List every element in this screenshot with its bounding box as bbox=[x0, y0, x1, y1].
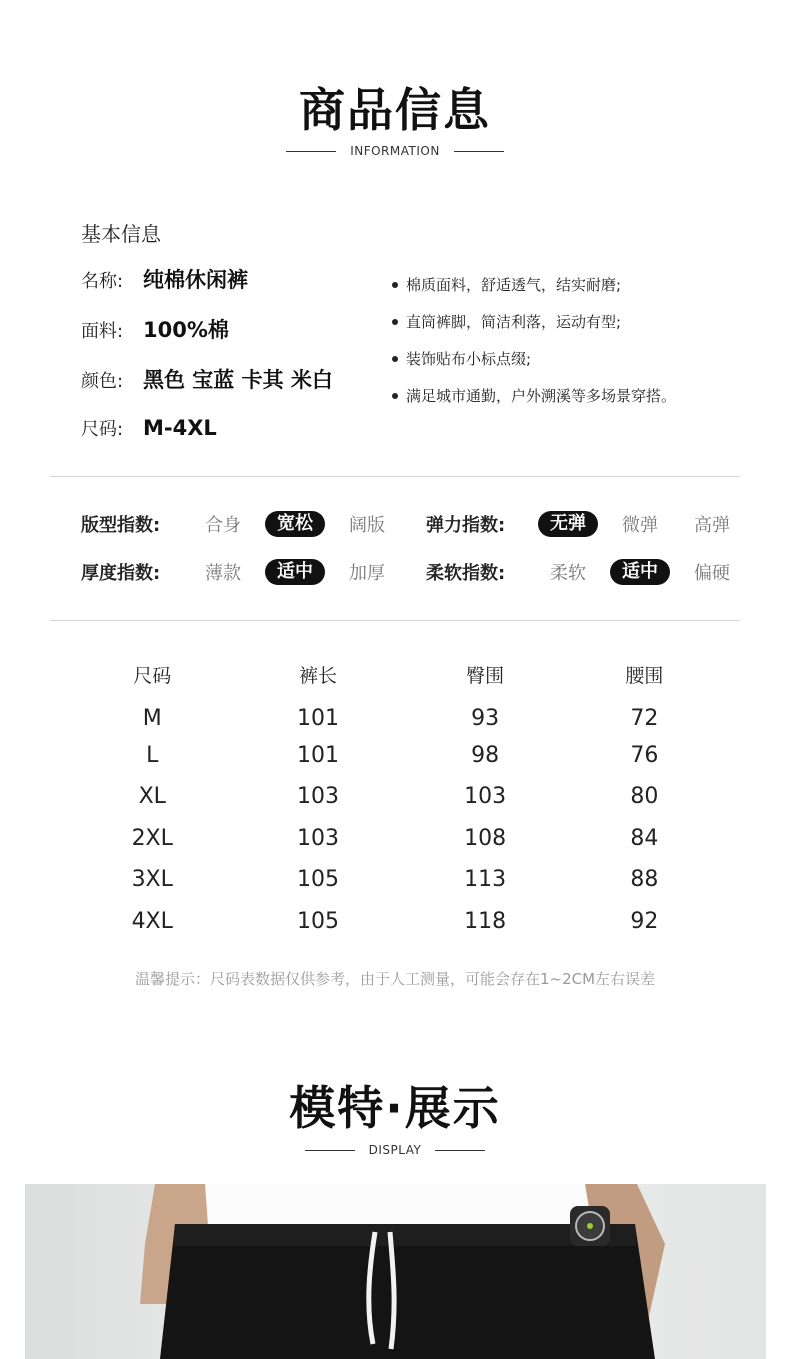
table-cell: 113 bbox=[464, 867, 507, 893]
table-cell: 105 bbox=[297, 867, 340, 893]
index-option: 高弹 bbox=[694, 515, 730, 536]
table-header-cell: 裤长 bbox=[299, 664, 338, 687]
size-table bbox=[70, 655, 720, 942]
divider bbox=[50, 476, 740, 477]
feature-text: 棉质面料，舒适透气，结实耐磨; bbox=[406, 276, 622, 294]
index-option: 柔软 bbox=[550, 563, 586, 584]
attr-row-size bbox=[81, 415, 217, 441]
attr-value: 纯棉休闲裤 bbox=[143, 268, 248, 292]
attr-key: 颜色: bbox=[81, 371, 124, 392]
feature-text: 装饰贴布小标点缀; bbox=[406, 350, 532, 368]
index-option: 合身 bbox=[205, 515, 241, 536]
table-row bbox=[70, 901, 720, 943]
divider-left bbox=[305, 1150, 355, 1151]
divider-left bbox=[286, 151, 336, 152]
table-header-cell: 腰围 bbox=[625, 664, 664, 687]
index-option: 偏硬 bbox=[694, 563, 730, 584]
info-subtitle: INFORMATION bbox=[350, 144, 440, 158]
table-cell: 84 bbox=[630, 825, 659, 851]
attr-key: 面料: bbox=[81, 321, 124, 342]
table-cell: 105 bbox=[297, 908, 340, 934]
info-title: 商品信息 bbox=[299, 83, 491, 137]
display-subtitle: DISPLAY bbox=[368, 1143, 422, 1157]
index-thickness bbox=[81, 559, 403, 585]
bullet-dot-icon bbox=[392, 393, 398, 399]
table-cell: 80 bbox=[630, 784, 659, 810]
attr-value: M-4XL bbox=[143, 416, 217, 440]
feature-item bbox=[392, 266, 676, 303]
table-cell: M bbox=[142, 706, 162, 732]
feature-list bbox=[392, 266, 676, 414]
index-option-selected: 宽松 bbox=[265, 511, 325, 537]
bullet-dot-icon bbox=[392, 356, 398, 362]
info-subtitle-row bbox=[0, 144, 790, 158]
table-cell: 101 bbox=[297, 742, 340, 768]
table-cell: 103 bbox=[297, 784, 340, 810]
feature-text: 直筒裤脚，简洁利落，运动有型; bbox=[406, 313, 622, 331]
attr-value: 100%棉 bbox=[143, 318, 229, 342]
table-cell: 101 bbox=[297, 706, 340, 732]
table-cell: 92 bbox=[630, 908, 659, 934]
feature-item bbox=[392, 377, 676, 414]
index-option-selected: 适中 bbox=[265, 559, 325, 585]
size-tip: 温馨提示：尺码表数据仅供参考，由于人工测量，可能会存在1~2CM左右误差 bbox=[134, 970, 656, 988]
table-cell: L bbox=[146, 742, 159, 768]
table-header-row bbox=[70, 655, 720, 693]
basic-info-heading: 基本信息 bbox=[81, 222, 161, 246]
index-option: 微弹 bbox=[622, 515, 658, 536]
index-option: 阔版 bbox=[349, 515, 385, 536]
table-cell: 3XL bbox=[131, 867, 173, 893]
feature-text: 满足城市通勤，户外溯溪等多场景穿搭。 bbox=[406, 387, 677, 405]
bullet-dot-icon bbox=[392, 319, 398, 325]
table-cell: 118 bbox=[464, 908, 507, 934]
attr-value: 黑色 宝蓝 卡其 米白 bbox=[143, 368, 333, 392]
index-option-selected: 适中 bbox=[610, 559, 670, 585]
table-row bbox=[70, 859, 720, 901]
model-photo-illustration bbox=[25, 1184, 766, 1359]
attr-row-name bbox=[81, 264, 248, 294]
table-cell: 93 bbox=[471, 706, 500, 732]
model-photo bbox=[25, 1184, 766, 1359]
index-option: 薄款 bbox=[205, 563, 241, 584]
table-cell: 103 bbox=[297, 825, 340, 851]
table-header-cell: 尺码 bbox=[133, 664, 172, 687]
attr-key: 名称: bbox=[81, 271, 124, 292]
index-softness bbox=[426, 559, 748, 585]
table-cell: 4XL bbox=[131, 908, 173, 934]
table-row bbox=[70, 776, 720, 818]
attr-row-color bbox=[81, 364, 333, 394]
index-option: 加厚 bbox=[349, 563, 385, 584]
index-option-selected: 无弹 bbox=[538, 511, 598, 537]
table-header-cell: 臀围 bbox=[466, 664, 505, 687]
divider bbox=[50, 620, 740, 621]
table-cell: 108 bbox=[464, 825, 507, 851]
display-title: 模特·展示 bbox=[289, 1081, 501, 1135]
table-row bbox=[70, 735, 720, 777]
table-cell: 88 bbox=[630, 867, 659, 893]
display-subtitle-row bbox=[0, 1143, 790, 1157]
divider-right bbox=[435, 1150, 485, 1151]
table-cell: 98 bbox=[471, 742, 500, 768]
table-cell: 76 bbox=[630, 742, 659, 768]
feature-item bbox=[392, 340, 676, 377]
table-cell: 103 bbox=[464, 784, 507, 810]
index-elasticity bbox=[426, 511, 748, 537]
table-row bbox=[70, 818, 720, 860]
feature-item bbox=[392, 303, 676, 340]
index-label: 弹力指数: bbox=[426, 515, 506, 536]
table-cell: 72 bbox=[630, 706, 659, 732]
index-fit bbox=[81, 511, 403, 537]
table-row bbox=[70, 693, 720, 735]
bullet-dot-icon bbox=[392, 282, 398, 288]
attr-key: 尺码: bbox=[81, 419, 124, 440]
divider-right bbox=[454, 151, 504, 152]
index-label: 版型指数: bbox=[81, 515, 161, 536]
table-cell: 2XL bbox=[131, 825, 173, 851]
index-label: 厚度指数: bbox=[81, 563, 161, 584]
attr-row-fabric bbox=[81, 314, 229, 344]
index-label: 柔软指数: bbox=[426, 563, 506, 584]
table-cell: XL bbox=[138, 784, 166, 810]
